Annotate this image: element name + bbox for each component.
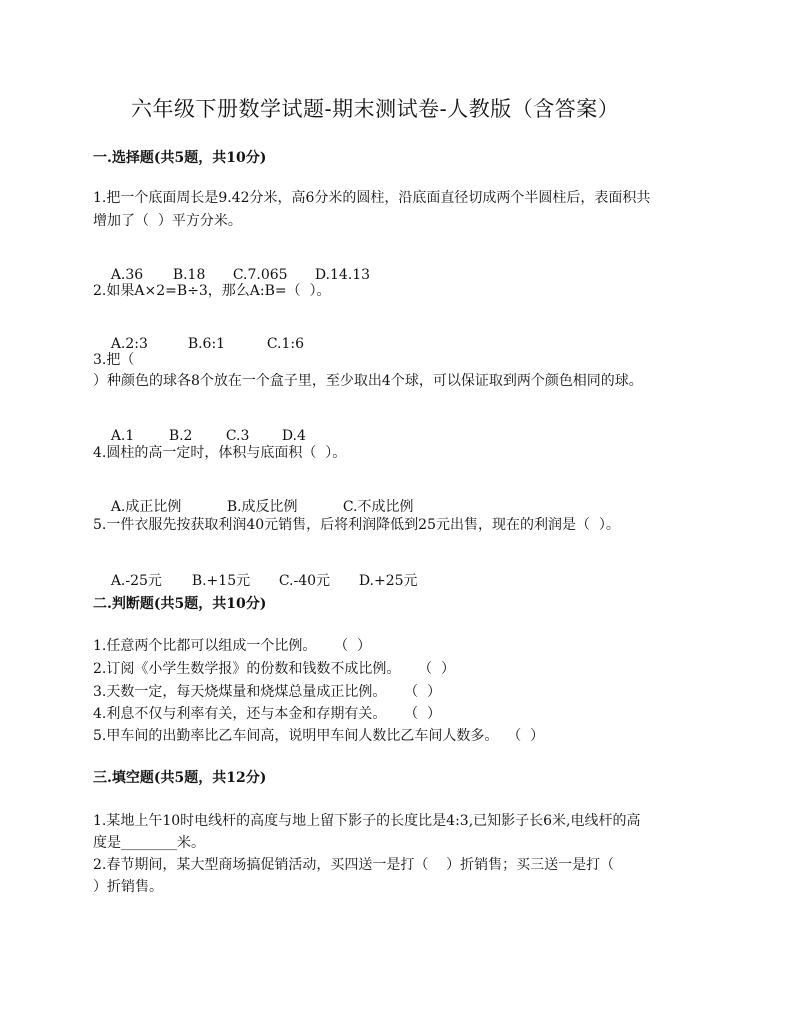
question-1-line-2: 增加了（ ）平方分米。 — [93, 213, 242, 229]
option: B.+15元 — [191, 573, 251, 589]
option: B.18 — [172, 267, 206, 283]
option: C.3 — [225, 428, 250, 444]
option: D.14.13 — [314, 267, 371, 283]
option: A.1 — [110, 428, 135, 444]
option: A.-25元 — [110, 573, 162, 589]
question-4: 4.圆柱的高一定时，体积与底面积（ ）。 — [93, 445, 347, 461]
judgement-item: 4.利息不仅与利率有关，还与本金和存期有关。 （ ） — [93, 706, 442, 722]
option: A.36 — [110, 267, 144, 283]
option: C.7.065 — [232, 267, 288, 283]
option: B.6:1 — [187, 336, 226, 352]
fill-question-1-line-2: 度是________米。 — [93, 835, 205, 851]
option: D.+25元 — [358, 573, 418, 589]
question-2: 2.如果A×2=B÷3，那么A:B=（ ）。 — [93, 283, 331, 299]
judgement-item: 3.天数一定，每天烧煤量和烧煤总量成正比例。 （ ） — [93, 684, 442, 700]
fill-question-2-line-2: ）折销售。 — [93, 879, 163, 895]
option: A.2:3 — [110, 336, 148, 352]
fill-question-2-line-1: 2.春节期间，某大型商场搞促销活动，买四送一是打（ ）折销售；买三送一是打（ — [93, 857, 615, 873]
option: C.不成比例 — [342, 499, 414, 515]
option: B.2 — [168, 428, 193, 444]
judgement-item: 2.订阅《小学生数学报》的份数和钱数不成比例。 （ ） — [93, 661, 456, 677]
judgement-item: 5.甲车间的出勤率比乙车间高，说明甲车间人数比乙车间人数多。 （ ） — [93, 728, 545, 744]
option: C.-40元 — [278, 573, 331, 589]
option: D.4 — [281, 428, 306, 444]
section-heading-choice: 一.选择题(共5题，共10分) — [93, 150, 267, 166]
section-heading-fill-blank: 三.填空题(共5题，共12分) — [93, 770, 267, 786]
page-title: 六年级下册数学试题-期末测试卷-人教版（含答案） — [131, 97, 620, 121]
judgement-item: 1.任意两个比都可以组成一个比例。 （ ） — [93, 638, 372, 654]
section-heading-judgement: 二.判断题(共5题，共10分) — [93, 596, 267, 612]
question-5: 5.一件衣服先按获取利润40元销售，后将利润降低到25元出售，现在的利润是（ ）。 — [93, 517, 620, 533]
question-1-line-1: 1.把一个底面周长是9.42分米，高6分米的圆柱，沿底面直径切成两个半圆柱后，表面积共 — [93, 190, 651, 206]
question-3-line-2: ）种颜色的球各8个放在一个盒子里，至少取出4个球，可以保证取到两个颜色相同的球。 — [93, 373, 643, 389]
option: C.1:6 — [266, 336, 305, 352]
question-3-line-1: 3.把（ — [93, 352, 135, 368]
option: B.成反比例 — [226, 499, 298, 515]
option: A.成正比例 — [110, 499, 182, 515]
fill-question-1-line-1: 1.某地上午10时电线杆的高度与地上留下影子的长度比是4:3,已知影子长6米,电线杆的高 — [93, 813, 641, 829]
